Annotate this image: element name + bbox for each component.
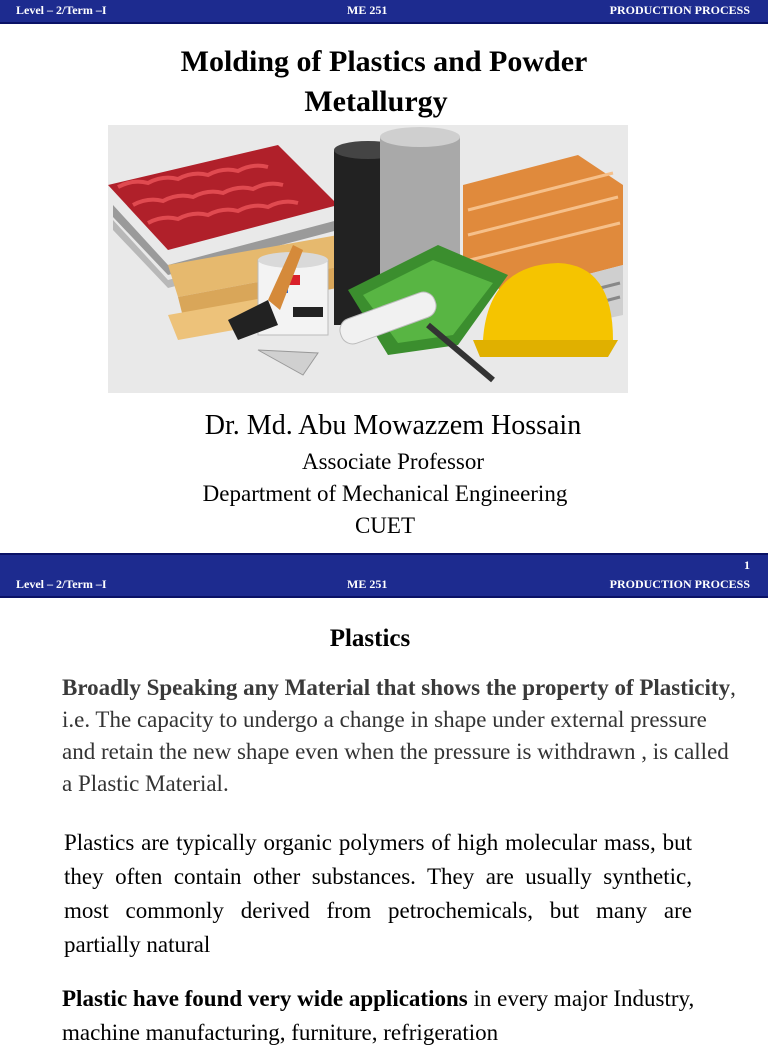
author-department: Department of Mechanical Engineering [202,481,568,506]
applications-bold: Plastic have found very wide applications [62,986,468,1011]
slide-title [0,42,768,122]
definition-text: , i.e. The capacity to undergo a change in shape under external pressure and retain the new shape even when the pressure is withdrawn , is called a Plastic Material. [62,675,736,796]
slide-footer [0,553,768,575]
applications-text: in every major Industry, machine manufacturing, furniture, refrigeration [62,986,695,1045]
materials-illustration-graphic [108,125,628,393]
header-level: Level – 2/Term –I [16,577,107,591]
slide2-header [0,574,768,598]
page-number: 1 [744,558,750,572]
header-course: ME 251 [347,577,388,591]
author-position: Associate Professor [301,449,485,474]
author-name: Dr. Md. Abu Mowazzem Hossain [204,410,582,441]
section-title: Plastics [329,625,411,652]
slide-header [0,0,768,24]
trowel [258,350,318,375]
author-institution: CUET [354,513,416,538]
materials-illustration [108,125,628,393]
header-course: ME 251 [347,3,388,17]
definition-paragraph [62,672,742,800]
header-subject: PRODUCTION PROCESS [609,3,750,17]
header-subject: PRODUCTION PROCESS [609,577,750,591]
slide-title-line2: Metallurgy [304,85,448,118]
definition-bold: Broadly Speaking any Material that shows the property of Plasticity [62,675,731,700]
applications-paragraph [62,982,742,1050]
polymer-paragraph: Plastics are typically organic polymers of high molecular mass, but they often contain other substances. They are usually synthetic, most commonly derived from petrochemicals, but many are partially natural [64,830,692,957]
slide-title-line1: Molding of Plastics and Powder [180,45,588,78]
header-level: Level – 2/Term –I [16,3,107,17]
